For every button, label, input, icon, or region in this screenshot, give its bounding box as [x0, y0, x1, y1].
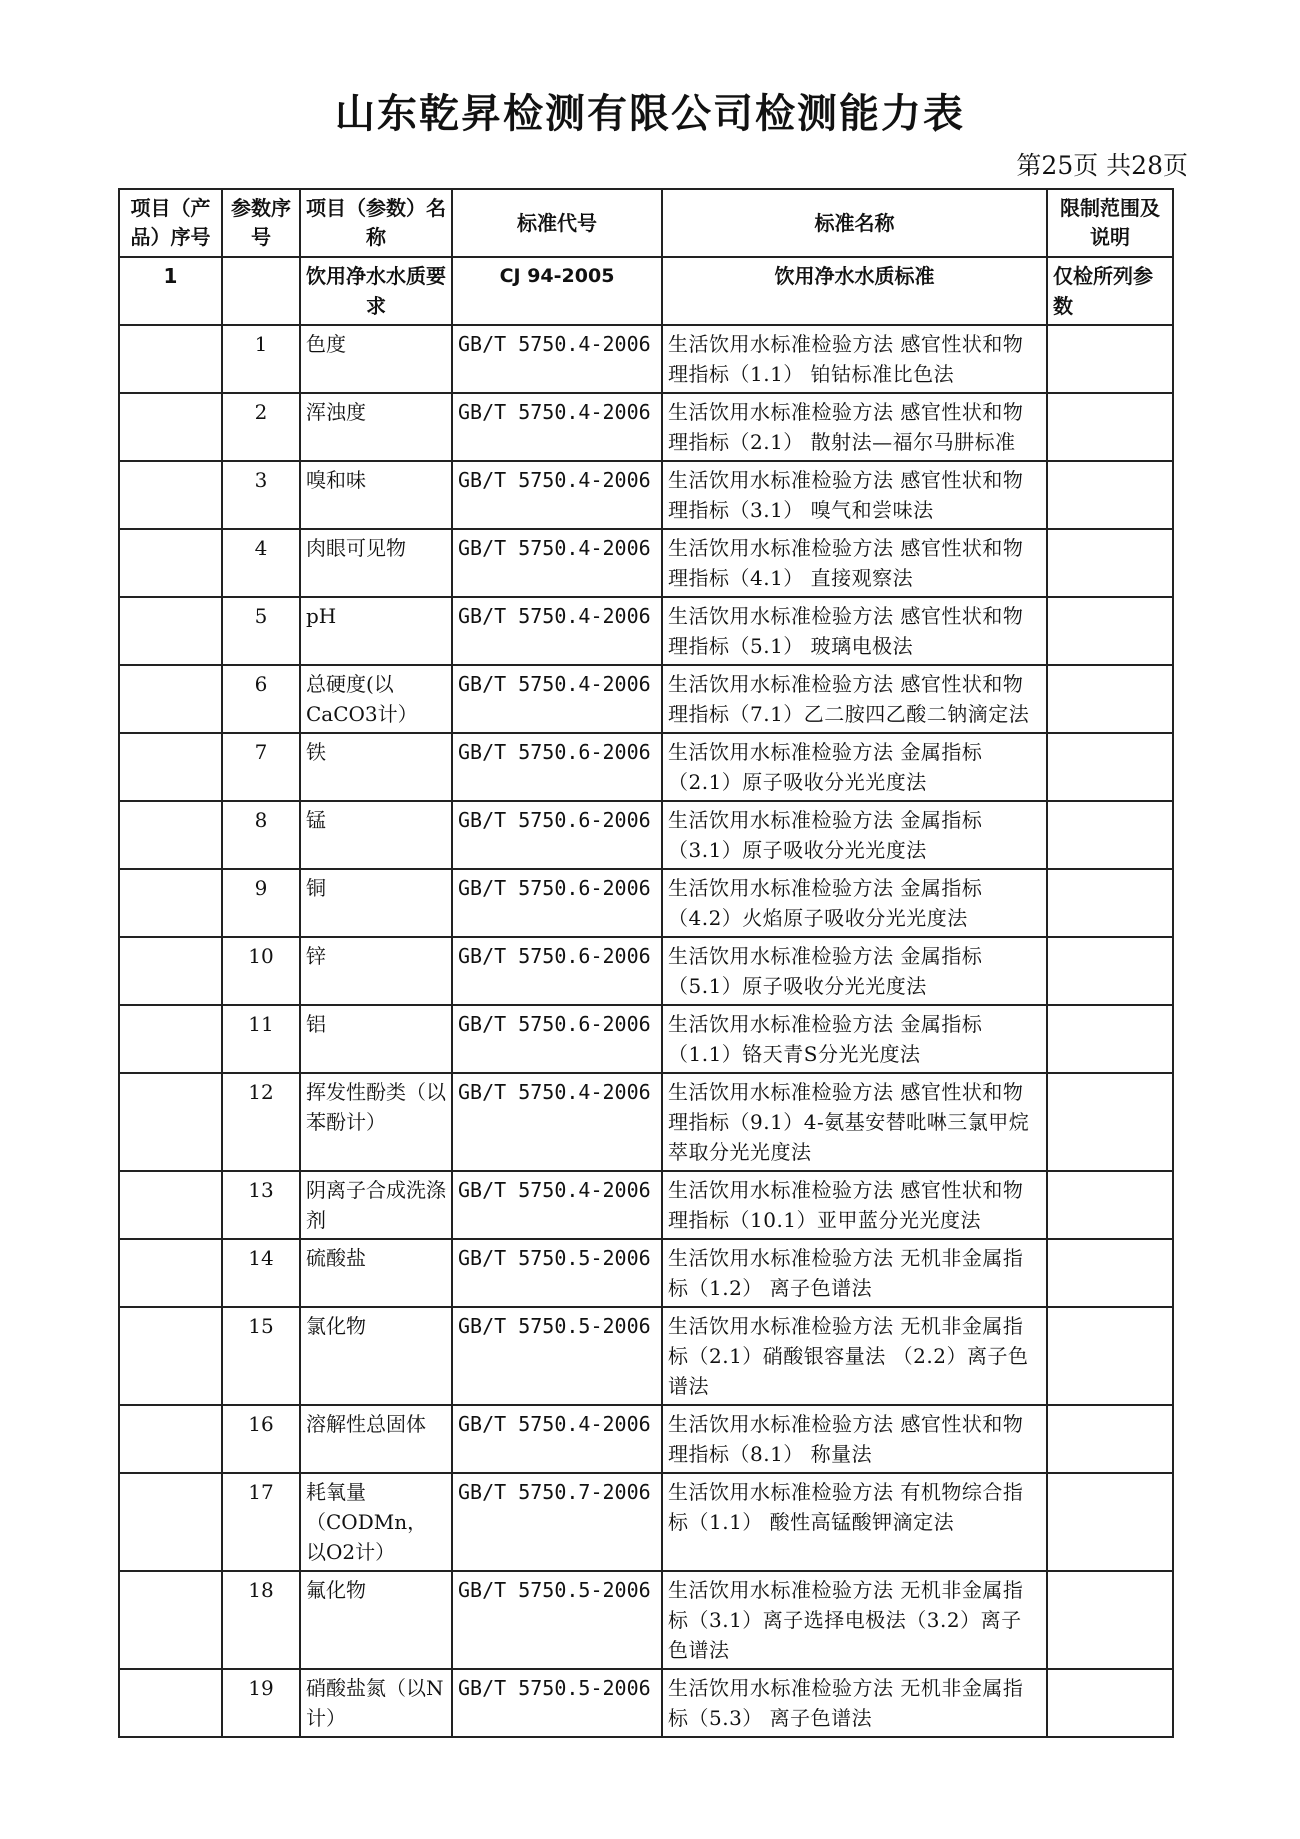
- scope-note: [1047, 393, 1173, 461]
- param-index: 15: [222, 1307, 300, 1405]
- standard-name: 生活饮用水标准检验方法 无机非金属指标（1.2） 离子色谱法: [662, 1239, 1047, 1307]
- param-name: pH: [300, 597, 452, 665]
- param-index: 11: [222, 1005, 300, 1073]
- standard-name: 生活饮用水标准检验方法 感官性状和物理指标（7.1）乙二胺四乙酸二钠滴定法: [662, 665, 1047, 733]
- param-index: 13: [222, 1171, 300, 1239]
- param-name: 耗氧量（CODMn，以O2计）: [300, 1473, 452, 1571]
- table-row: [119, 801, 1173, 869]
- standard-name: 生活饮用水标准检验方法 无机非金属指标（3.1）离子选择电极法（3.2）离子色谱法: [662, 1571, 1047, 1669]
- param-index: 14: [222, 1239, 300, 1307]
- table-row: [119, 461, 1173, 529]
- product-standard-name: 饮用净水水质标准: [662, 257, 1047, 325]
- standard-name: 生活饮用水标准检验方法 无机非金属指标（5.3） 离子色谱法: [662, 1669, 1047, 1737]
- standard-code: GB/T 5750.6-2006: [452, 1005, 662, 1073]
- table-row: [119, 1571, 1173, 1669]
- scope-note: [1047, 733, 1173, 801]
- row-product-index-empty: [119, 1473, 222, 1571]
- standard-code: GB/T 5750.6-2006: [452, 733, 662, 801]
- table-row: [119, 1405, 1173, 1473]
- row-product-index-empty: [119, 1239, 222, 1307]
- scope-note: [1047, 597, 1173, 665]
- table-row: [119, 597, 1173, 665]
- standard-name: 生活饮用水标准检验方法 金属指标（4.2）火焰原子吸收分光光度法: [662, 869, 1047, 937]
- standard-code: GB/T 5750.4-2006: [452, 597, 662, 665]
- scope-note: [1047, 1405, 1173, 1473]
- scope-note: [1047, 937, 1173, 1005]
- param-name: 铁: [300, 733, 452, 801]
- standard-code: GB/T 5750.4-2006: [452, 665, 662, 733]
- param-index: 8: [222, 801, 300, 869]
- scope-note: [1047, 801, 1173, 869]
- standard-name: 生活饮用水标准检验方法 金属指标（2.1）原子吸收分光光度法: [662, 733, 1047, 801]
- row-product-index-empty: [119, 597, 222, 665]
- table-row: [119, 1073, 1173, 1171]
- scope-note: [1047, 325, 1173, 393]
- standard-name: 生活饮用水标准检验方法 感官性状和物理指标（8.1） 称量法: [662, 1405, 1047, 1473]
- param-index: 19: [222, 1669, 300, 1737]
- param-name: 锰: [300, 801, 452, 869]
- standard-code: GB/T 5750.5-2006: [452, 1307, 662, 1405]
- param-index: 10: [222, 937, 300, 1005]
- product-index: 1: [119, 257, 222, 325]
- header-param-index: 参数序号: [222, 189, 300, 257]
- param-index: 9: [222, 869, 300, 937]
- param-name: 硫酸盐: [300, 1239, 452, 1307]
- scope-note: [1047, 461, 1173, 529]
- header-standard-name: 标准名称: [662, 189, 1047, 257]
- param-index: 3: [222, 461, 300, 529]
- row-product-index-empty: [119, 393, 222, 461]
- standard-name: 生活饮用水标准检验方法 感官性状和物理指标（1.1） 铂钴标准比色法: [662, 325, 1047, 393]
- standard-code: GB/T 5750.7-2006: [452, 1473, 662, 1571]
- standard-code: GB/T 5750.4-2006: [452, 1073, 662, 1171]
- table-row: [119, 1171, 1173, 1239]
- scope-note: [1047, 1005, 1173, 1073]
- table-row: [119, 325, 1173, 393]
- scope-note: [1047, 529, 1173, 597]
- standard-code: GB/T 5750.6-2006: [452, 937, 662, 1005]
- table-row: [119, 393, 1173, 461]
- param-name: 溶解性总固体: [300, 1405, 452, 1473]
- table-row: [119, 1239, 1173, 1307]
- standard-name: 生活饮用水标准检验方法 感官性状和物理指标（3.1） 嗅气和尝味法: [662, 461, 1047, 529]
- standard-name: 生活饮用水标准检验方法 无机非金属指标（2.1）硝酸银容量法 （2.2）离子色谱法: [662, 1307, 1047, 1405]
- standard-name: 生活饮用水标准检验方法 有机物综合指标（1.1） 酸性高锰酸钾滴定法: [662, 1473, 1047, 1571]
- scope-note: [1047, 1171, 1173, 1239]
- param-index: 4: [222, 529, 300, 597]
- row-product-index-empty: [119, 869, 222, 937]
- scope-note: [1047, 1239, 1173, 1307]
- scope-note: [1047, 665, 1173, 733]
- table-row: [119, 869, 1173, 937]
- table-row: [119, 665, 1173, 733]
- param-name: 硝酸盐氮（以N计）: [300, 1669, 452, 1737]
- table-row: [119, 1005, 1173, 1073]
- header-param-name: 项目（参数）名称: [300, 189, 452, 257]
- product-name: 饮用净水水质要求: [300, 257, 452, 325]
- param-index: 7: [222, 733, 300, 801]
- standard-code: GB/T 5750.4-2006: [452, 461, 662, 529]
- row-product-index-empty: [119, 733, 222, 801]
- scope-note: [1047, 1073, 1173, 1171]
- table-row: [119, 529, 1173, 597]
- table-row: [119, 937, 1173, 1005]
- param-name: 氟化物: [300, 1571, 452, 1669]
- param-name: 铜: [300, 869, 452, 937]
- param-index: 18: [222, 1571, 300, 1669]
- param-name: 嗅和味: [300, 461, 452, 529]
- param-index: 6: [222, 665, 300, 733]
- param-name: 挥发性酚类（以苯酚计）: [300, 1073, 452, 1171]
- scope-note: [1047, 1571, 1173, 1669]
- row-product-index-empty: [119, 1171, 222, 1239]
- standard-name: 生活饮用水标准检验方法 感官性状和物理指标（4.1） 直接观察法: [662, 529, 1047, 597]
- standard-name: 生活饮用水标准检验方法 金属指标（5.1）原子吸收分光光度法: [662, 937, 1047, 1005]
- standard-code: GB/T 5750.4-2006: [452, 325, 662, 393]
- param-name: 肉眼可见物: [300, 529, 452, 597]
- header-standard-code: 标准代号: [452, 189, 662, 257]
- scope-note: [1047, 869, 1173, 937]
- standard-code: GB/T 5750.5-2006: [452, 1571, 662, 1669]
- document-title: 山东乾昇检测有限公司检测能力表: [335, 91, 965, 137]
- row-product-index-empty: [119, 529, 222, 597]
- param-name: 浑浊度: [300, 393, 452, 461]
- row-product-index-empty: [119, 1571, 222, 1669]
- param-name: 氯化物: [300, 1307, 452, 1405]
- standard-name: 生活饮用水标准检验方法 感官性状和物理指标（10.1）亚甲蓝分光光度法: [662, 1171, 1047, 1239]
- table-row: [119, 733, 1173, 801]
- table-header-row: [119, 189, 1173, 257]
- standard-code: GB/T 5750.6-2006: [452, 869, 662, 937]
- standard-name: 生活饮用水标准检验方法 感官性状和物理指标（5.1） 玻璃电极法: [662, 597, 1047, 665]
- standard-code: GB/T 5750.4-2006: [452, 393, 662, 461]
- scope-note: [1047, 1669, 1173, 1737]
- standard-code: GB/T 5750.6-2006: [452, 801, 662, 869]
- standard-code: GB/T 5750.5-2006: [452, 1239, 662, 1307]
- param-index: 1: [222, 325, 300, 393]
- capability-table: [118, 188, 1174, 1738]
- product-param-index-empty: [222, 257, 300, 325]
- param-name: 铝: [300, 1005, 452, 1073]
- row-product-index-empty: [119, 801, 222, 869]
- standard-code: GB/T 5750.5-2006: [452, 1669, 662, 1737]
- product-scope: 仅检所列参数: [1047, 257, 1173, 325]
- page-number: 第25页 共28页: [1016, 151, 1188, 180]
- param-name: 锌: [300, 937, 452, 1005]
- standard-name: 生活饮用水标准检验方法 感官性状和物理指标（9.1）4-氨基安替吡啉三氯甲烷萃取分光光度法: [662, 1073, 1047, 1171]
- row-product-index-empty: [119, 1405, 222, 1473]
- header-scope: 限制范围及说明: [1047, 189, 1173, 257]
- standard-code: GB/T 5750.4-2006: [452, 529, 662, 597]
- standard-name: 生活饮用水标准检验方法 金属指标（1.1）铬天青S分光光度法: [662, 1005, 1047, 1073]
- param-index: 12: [222, 1073, 300, 1171]
- param-name: 总硬度(以CaCO3计）: [300, 665, 452, 733]
- row-product-index-empty: [119, 665, 222, 733]
- scope-note: [1047, 1473, 1173, 1571]
- standard-code: GB/T 5750.4-2006: [452, 1171, 662, 1239]
- param-index: 5: [222, 597, 300, 665]
- param-index: 16: [222, 1405, 300, 1473]
- scope-note: [1047, 1307, 1173, 1405]
- product-row: [119, 257, 1173, 325]
- table-row: [119, 1307, 1173, 1405]
- param-index: 2: [222, 393, 300, 461]
- row-product-index-empty: [119, 1073, 222, 1171]
- param-name: 阴离子合成洗涤剂: [300, 1171, 452, 1239]
- row-product-index-empty: [119, 1307, 222, 1405]
- standard-code: GB/T 5750.4-2006: [452, 1405, 662, 1473]
- table-row: [119, 1669, 1173, 1737]
- standard-name: 生活饮用水标准检验方法 金属指标（3.1）原子吸收分光光度法: [662, 801, 1047, 869]
- table-row: [119, 1473, 1173, 1571]
- row-product-index-empty: [119, 937, 222, 1005]
- header-product-index: 项目（产品）序号: [119, 189, 222, 257]
- param-index: 17: [222, 1473, 300, 1571]
- product-standard-code: CJ 94-2005: [452, 257, 662, 325]
- row-product-index-empty: [119, 1669, 222, 1737]
- param-name: 色度: [300, 325, 452, 393]
- standard-name: 生活饮用水标准检验方法 感官性状和物理指标（2.1） 散射法—福尔马肼标准: [662, 393, 1047, 461]
- row-product-index-empty: [119, 1005, 222, 1073]
- row-product-index-empty: [119, 325, 222, 393]
- row-product-index-empty: [119, 461, 222, 529]
